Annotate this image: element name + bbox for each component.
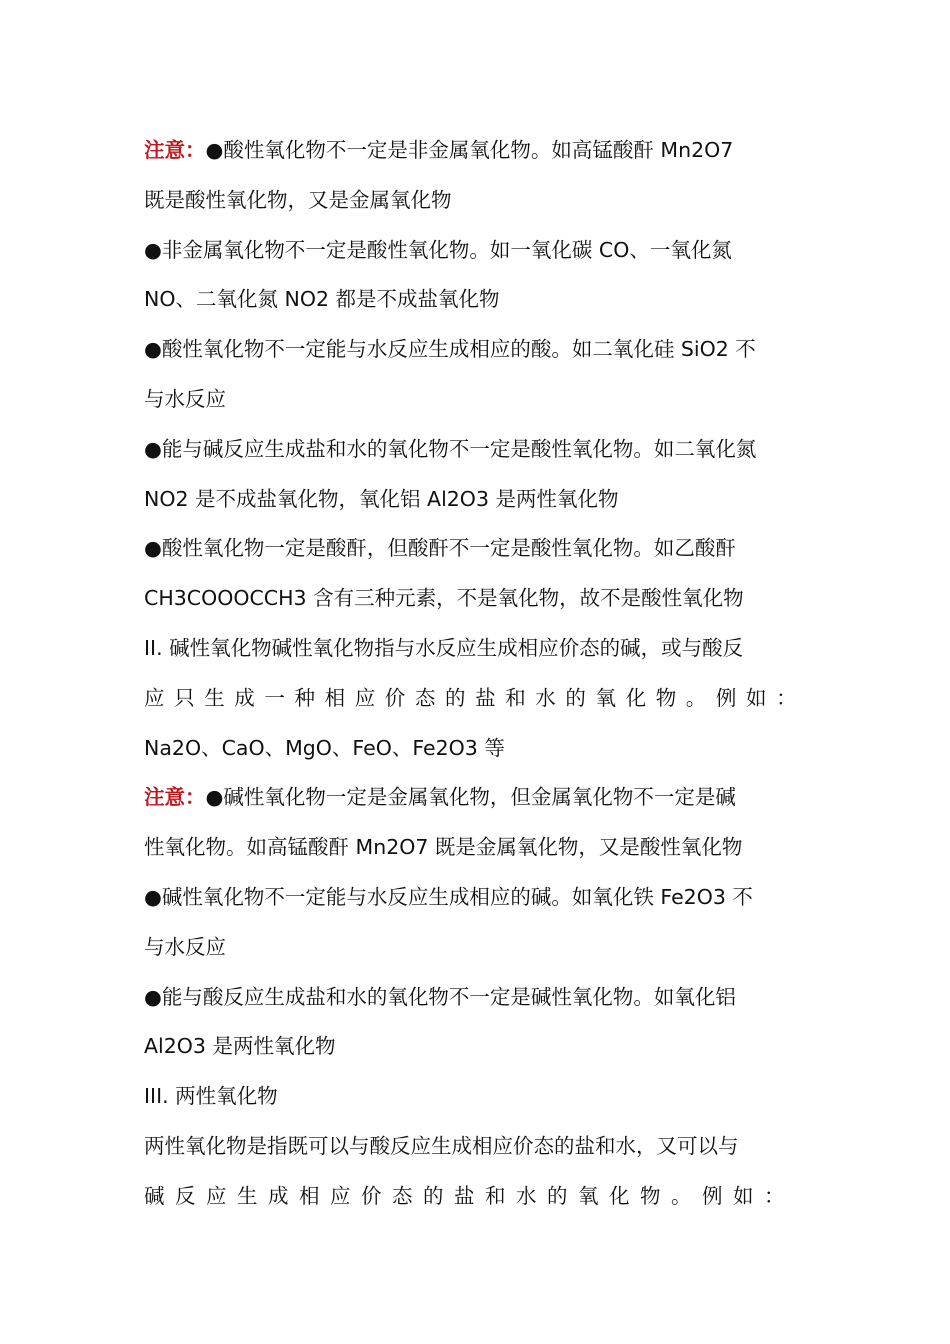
- text-line-1-content: ●酸性氧化物不一定是非金属氧化物。如高锰酸酐 Mn2O7: [205, 138, 734, 162]
- text-line-1: [144, 126, 806, 176]
- text-line-18: ●能与酸反应生成盐和水的氧化物不一定是碱性氧化物。如氧化铝: [144, 984, 736, 1009]
- text-line-10: CH3COOOCCH3 含有三种元素，不是氧化物，故不是酸性氧化物: [144, 586, 744, 611]
- text-line-2: 既是酸性氧化物，又是金属氧化物: [144, 187, 452, 212]
- note-label-1: 注意：: [144, 138, 206, 162]
- text-line-14-content: ●碱性氧化物一定是金属氧化物，但金属氧化物不一定是碱: [205, 785, 736, 810]
- text-line-4: NO、二氧化氮 NO2 都是不成盐氧化物: [144, 287, 500, 312]
- text-line-16: ●碱性氧化物不一定能与水反应生成相应的碱。如氧化铁 Fe2O3 不: [144, 884, 753, 909]
- text-line-21: 两性氧化物是指既可以与酸反应生成相应价态的盐和水，又可以与: [144, 1133, 739, 1158]
- text-line-6: 与水反应: [144, 386, 226, 411]
- text-line-13: Na2O、CaO、MgO、FeO、Fe2O3 等: [144, 735, 505, 760]
- text-line-7: ●能与碱反应生成盐和水的氧化物不一定是酸性氧化物。如二氧化氮: [144, 436, 757, 461]
- text-line-5: ●酸性氧化物不一定能与水反应生成相应的酸。如二氧化硅 SiO2 不: [144, 337, 756, 362]
- text-line-12: 应只生成一种相应价态的盐和水的氧化物。例如：: [144, 685, 806, 710]
- text-line-11: II. 碱性氧化物碱性氧化物指与水反应生成相应价态的碱，或与酸反: [144, 635, 744, 660]
- text-line-19: Al2O3 是两性氧化物: [144, 1034, 336, 1059]
- text-line-14: [144, 773, 806, 823]
- text-line-8: NO2 是不成盐氧化物，氧化铝 Al2O3 是两性氧化物: [144, 486, 619, 511]
- document-body: [144, 126, 806, 1222]
- text-line-15: 性氧化物。如高锰酸酐 Mn2O7 既是金属氧化物，又是酸性氧化物: [144, 835, 743, 860]
- text-line-3: ●非金属氧化物不一定是酸性氧化物。如一氧化碳 CO、一氧化氮: [144, 237, 732, 262]
- text-line-22: 碱反应生成相应价态的盐和水的氧化物。例如：: [144, 1183, 795, 1208]
- text-line-17: 与水反应: [144, 934, 226, 959]
- note-label-2: 注意：: [144, 785, 206, 810]
- text-line-9: ●酸性氧化物一定是酸酐，但酸酐不一定是酸性氧化物。如乙酸酐: [144, 536, 736, 561]
- text-line-20: III. 两性氧化物: [144, 1084, 278, 1109]
